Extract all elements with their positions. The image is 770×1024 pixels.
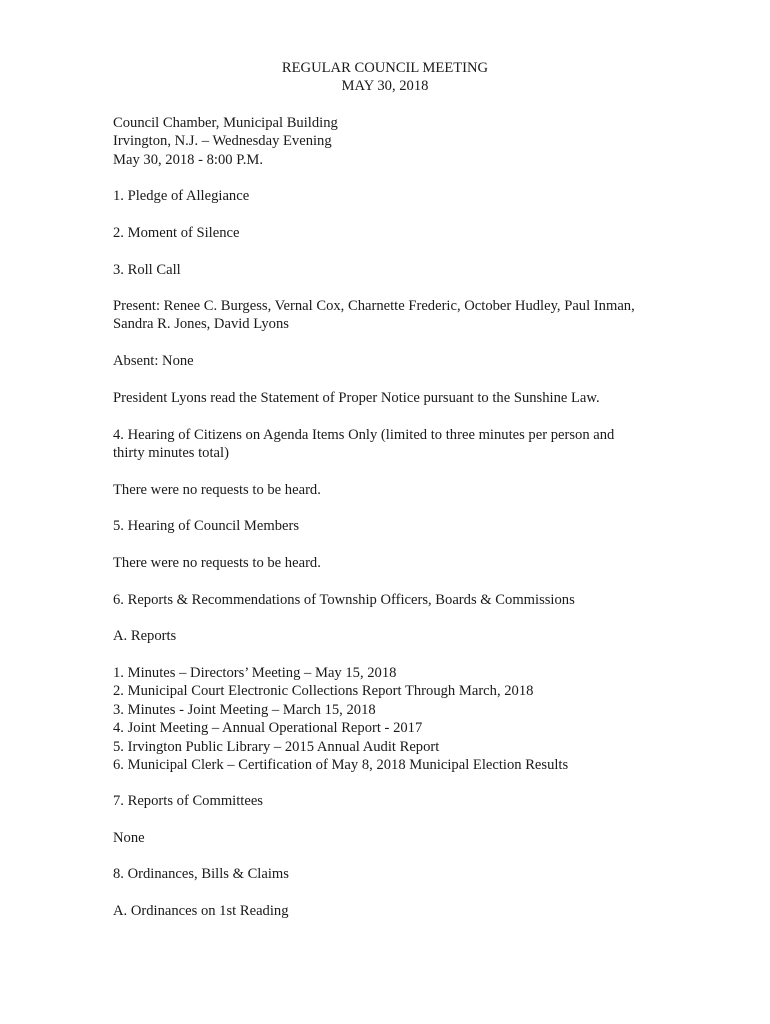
- meeting-title: REGULAR COUNCIL MEETING: [281, 60, 489, 76]
- report-item: 4. Joint Meeting – Annual Operational Report - 2017: [113, 720, 423, 737]
- location-line: Council Chamber, Municipal Building: [113, 115, 338, 131]
- hearing-citizens-line: thirty minutes total): [113, 445, 229, 462]
- location-line: May 30, 2018 - 8:00 P.M.: [113, 151, 263, 168]
- hearing-council-result: There were no requests to be heard.: [113, 555, 321, 571]
- hearing-citizens-heading: [113, 426, 673, 463]
- report-item: 2. Municipal Court Electronic Collections Report Through March, 2018: [113, 683, 534, 700]
- present-line: Sandra R. Jones, David Lyons: [113, 316, 289, 333]
- item-pledge: 1. Pledge of Allegiance: [113, 188, 250, 204]
- committees-result: None: [113, 830, 145, 846]
- item-roll-call: 3. Roll Call: [113, 262, 181, 278]
- hearing-citizens-result: There were no requests to be heard.: [113, 482, 321, 498]
- location-line: Irvington, N.J. – Wednesday Evening: [113, 133, 332, 150]
- sunshine-notice: President Lyons read the Statement of Proper Notice pursuant to the Sunshine Law.: [113, 390, 600, 406]
- report-item: 1. Minutes – Directors’ Meeting – May 15, 2018: [113, 665, 397, 681]
- reports-list: [113, 664, 673, 774]
- report-item: 3. Minutes - Joint Meeting – March 15, 2018: [113, 701, 376, 718]
- present-members: [113, 297, 673, 334]
- present-line: Present: Renee C. Burgess, Vernal Cox, Charnette Frederic, October Hudley, Paul Inman,: [113, 298, 635, 314]
- committees-heading: 7. Reports of Committees: [113, 793, 263, 809]
- item-silence: 2. Moment of Silence: [113, 225, 240, 241]
- report-item: 6. Municipal Clerk – Certification of May 8, 2018 Municipal Election Results: [113, 757, 569, 774]
- ordinances-subheading: A. Ordinances on 1st Reading: [113, 903, 289, 919]
- reports-subheading: A. Reports: [113, 628, 177, 644]
- location-block: [113, 114, 673, 169]
- hearing-citizens-line: 4. Hearing of Citizens on Agenda Items Only (limited to three minutes per person and: [113, 427, 615, 443]
- absent-members: Absent: None: [113, 353, 194, 369]
- ordinances-heading: 8. Ordinances, Bills & Claims: [113, 866, 289, 882]
- reports-heading: 6. Reports & Recommendations of Township Officers, Boards & Commissions: [113, 592, 575, 608]
- hearing-council-heading: 5. Hearing of Council Members: [113, 518, 300, 534]
- meeting-date: MAY 30, 2018: [341, 78, 429, 94]
- report-item: 5. Irvington Public Library – 2015 Annual Audit Report: [113, 738, 440, 755]
